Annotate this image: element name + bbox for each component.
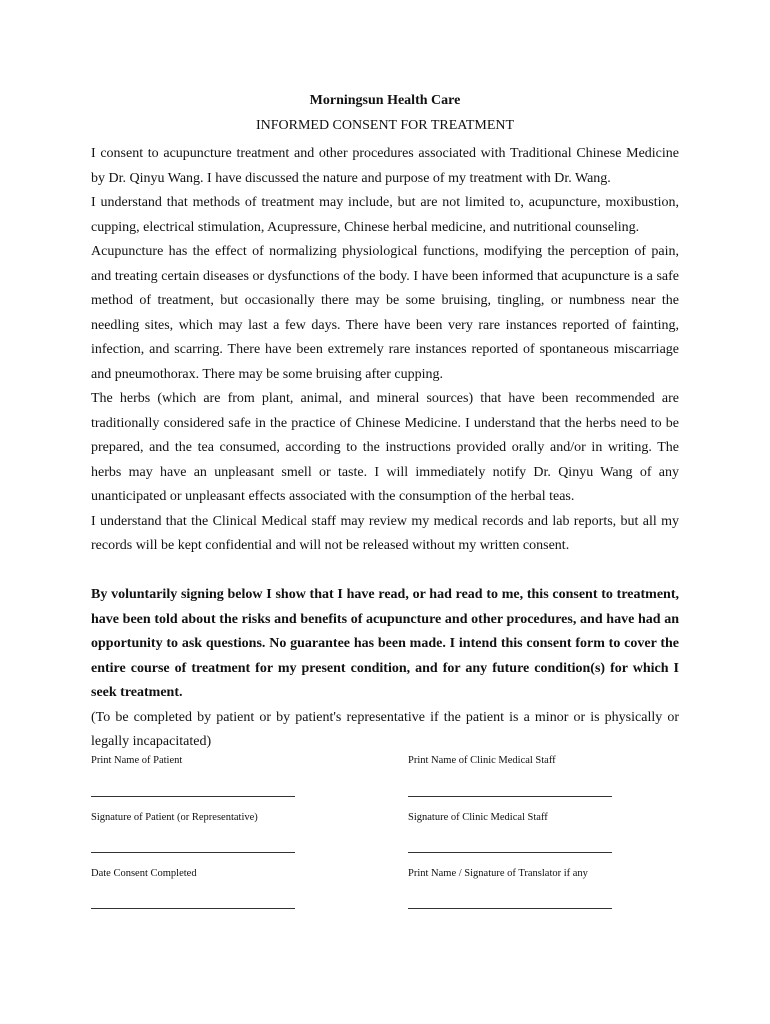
organization-name: Morningsun Health Care xyxy=(309,93,461,108)
paragraph-records: I understand that the Clinical Medical staff may review my medical records and lab reports, but all my records will be kept confidential and will not be released without my written consent. xyxy=(91,513,679,553)
paragraph-herbs: The herbs (which are from plant, animal, and mineral sources) that have been recommended are traditionally considered safe in the practice of Chinese Medicine. I understand that the herbs need to be prepared, and the tea consumed, according to the instructions provided orally and/or in writing. The herbs may have an unpleasant smell or taste. I will immediately notify Dr. Qinyu Wang of any unanticipated or unpleasant effects associated with the consumption of the herbal teas. xyxy=(91,391,679,504)
paragraph-methods: I understand that methods of treatment may include, but are not limited to, acupuncture, moxibustion, cupping, electrical stimulation, Acupressure, Chinese herbal medicine, and nutritional counseling. xyxy=(91,195,679,235)
paragraph-acupuncture-risks: Acupuncture has the effect of normalizing physiological functions, modifying the perception of pain, and treating certain diseases or dysfunctions of the body. I have been informed that acupuncture is a safe method of treatment, but occasionally there may be some bruising, tingling, or numbness near the needling sites, which may last a few days. There have been very rare instances reported of fainting, infection, and scarring. There have been extremely rare instances reported of spontaneous miscarriage and pneumothorax. There may be some bruising after cupping. xyxy=(91,244,679,382)
staff-name-label: Print Name of Clinic Medical Staff xyxy=(408,755,556,766)
translator-line[interactable] xyxy=(408,908,612,909)
patient-signature-label: Signature of Patient (or Representative) xyxy=(91,812,258,823)
patient-name-line[interactable] xyxy=(91,796,295,797)
patient-signature-line[interactable] xyxy=(91,852,295,853)
staff-signature-line[interactable] xyxy=(408,852,612,853)
acknowledgement-statement: By voluntarily signing below I show that I have read, or had read to me, this consent to treatment, have been told about the risks and benefits of acupuncture and other procedures, and have had an opportunity to ask questions. No guarantee has been made. I intend this consent form to cover the entire course of treatment for my present condition, and for any future condition(s) for which I seek treatment. xyxy=(91,587,679,700)
date-completed-label: Date Consent Completed xyxy=(91,868,197,879)
translator-label: Print Name / Signature of Translator if any xyxy=(408,868,588,879)
paragraph-consent: I consent to acupuncture treatment and other procedures associated with Traditional Chinese Medicine by Dr. Qinyu Wang. I have discussed the nature and purpose of my treatment with Dr. Wang. xyxy=(91,146,679,186)
document-title: INFORMED CONSENT FOR TREATMENT xyxy=(255,118,515,133)
staff-signature-label: Signature of Clinic Medical Staff xyxy=(408,812,548,823)
consent-body xyxy=(91,142,679,755)
completion-note: (To be completed by patient or by patient's representative if the patient is a minor or is physically or legally incapacitated) xyxy=(91,709,679,749)
staff-name-line[interactable] xyxy=(408,796,612,797)
patient-name-label: Print Name of Patient xyxy=(91,755,183,766)
date-completed-line[interactable] xyxy=(91,908,295,909)
